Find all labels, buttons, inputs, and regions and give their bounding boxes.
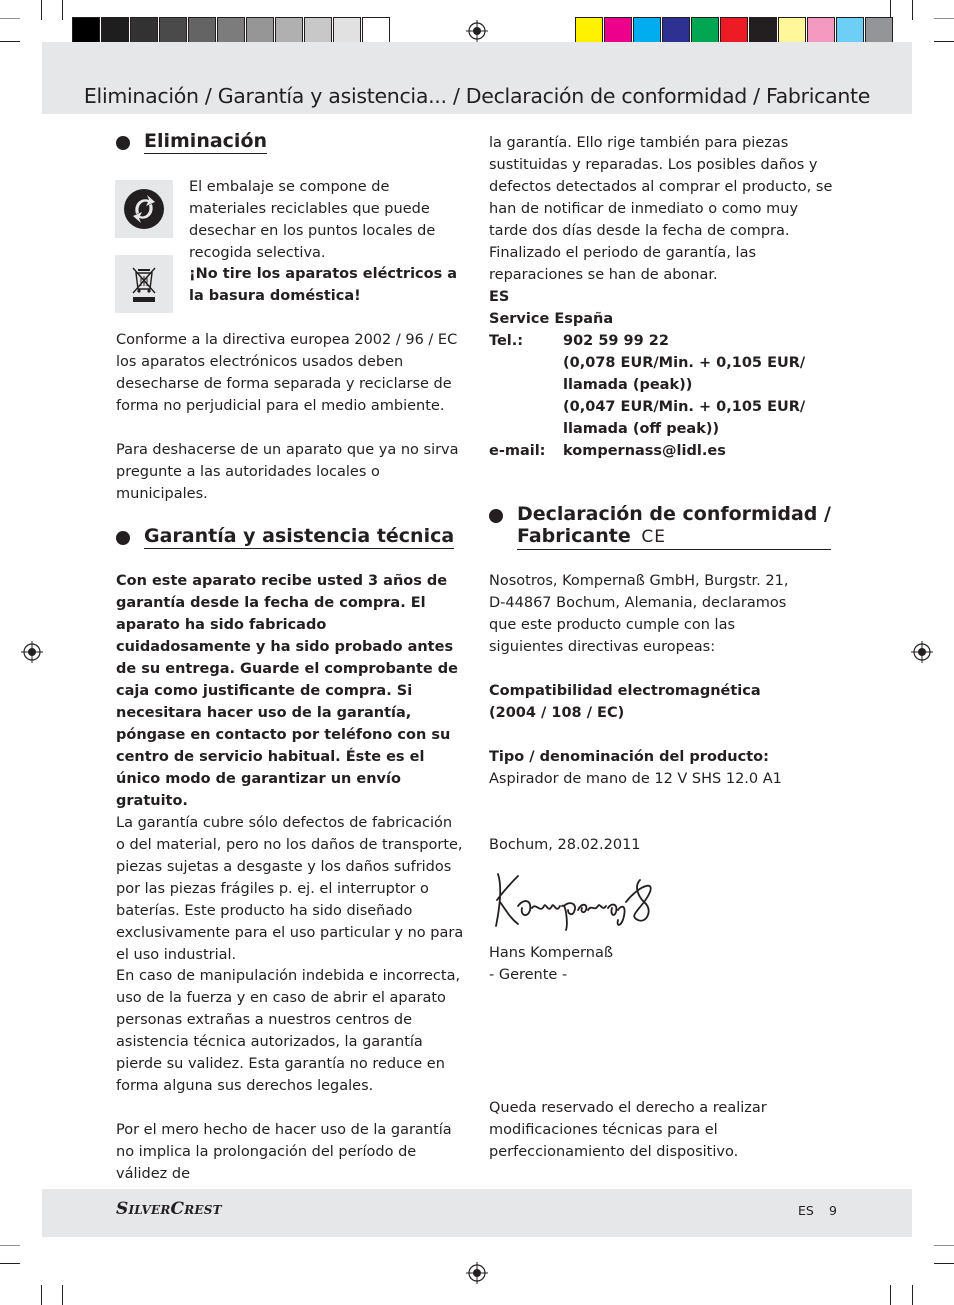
- crop-mark: [0, 1245, 20, 1246]
- color-swatch: [246, 17, 274, 45]
- page-number: 9: [829, 1203, 837, 1218]
- registration-mark-icon: [911, 641, 933, 663]
- bullet-icon: [489, 509, 503, 523]
- product-name: Aspirador de mano de 12 V SHS 12.0 A1: [489, 771, 782, 787]
- color-swatch: [720, 17, 748, 45]
- process-color-swatch-bar: [574, 17, 893, 45]
- green-dot-recycling-icon: [115, 180, 173, 238]
- email-row: [489, 440, 839, 462]
- tel-number: 902 59 99 22: [563, 333, 669, 349]
- tel-rate-offpeak-row: [489, 396, 839, 440]
- bullet-icon: [116, 531, 130, 545]
- section-title: Declaración de conformidad / Fabricante CE: [517, 503, 831, 550]
- authorities-text: Para deshacerse de un aparato que ya no sirva pregunte a las autoridades locales o municipales.: [116, 442, 459, 502]
- color-swatch: [575, 17, 603, 45]
- warranty-extension-text: Por el mero hecho de hacer uso de la garantía no implica la prolongación del período de válidez de: [116, 1122, 452, 1182]
- tel-rate-peak-row: [489, 352, 839, 396]
- color-swatch: [362, 17, 390, 45]
- color-swatch: [691, 17, 719, 45]
- section-heading-declaracion: [489, 503, 831, 550]
- product-label: Tipo / denominación del producto:: [489, 749, 769, 765]
- color-swatch: [604, 17, 632, 45]
- tel-rate-peak: (0,078 EUR/Min. + 0,105 EUR/ llamada (peak)): [563, 355, 806, 393]
- crop-mark: [912, 1285, 913, 1305]
- tel-label: Tel.:: [489, 333, 524, 349]
- brand-logo: SilverCrest: [116, 1199, 222, 1219]
- ce-mark-icon: CE: [641, 527, 666, 547]
- packaging-text: El embalaje se compone de materiales reciclables que puede desechar en los puntos locales de recogida selectiva.: [189, 179, 436, 261]
- color-swatch: [836, 17, 864, 45]
- emc-title: Compatibilidad electromagnética (2004 / 108 / EC): [489, 683, 761, 721]
- service-block: [489, 286, 839, 462]
- place-date: Bochum, 28.02.2011: [489, 837, 641, 853]
- email-label: e-mail:: [489, 443, 546, 459]
- color-swatch: [72, 17, 100, 45]
- tel-rate-offpeak: (0,047 EUR/Min. + 0,105 EUR/ llamada (off peak)): [563, 399, 806, 437]
- email-address[interactable]: kompernass@lidl.es: [563, 443, 726, 459]
- bullet-icon: [116, 136, 130, 150]
- footer-lang: ES: [798, 1203, 814, 1218]
- crop-mark: [912, 0, 913, 20]
- tel-row: [489, 330, 839, 352]
- registration-mark-icon: [21, 641, 43, 663]
- signer-role: - Gerente -: [489, 967, 568, 983]
- color-swatch: [130, 17, 158, 45]
- color-swatch: [662, 17, 690, 45]
- directive-text: Conforme a la directiva europea 2002 / 96 / EC los aparatos electrónicos usados deben desecharse de forma separada y reciclarse de forma no perjudicial para el medio ambiente.: [116, 332, 458, 414]
- page-title: Eliminación / Garantía y asistencia... / Declaración de conformidad / Fabricante: [83, 84, 871, 108]
- section-title: Garantía y asistencia técnica: [144, 525, 455, 547]
- crop-mark: [0, 18, 20, 19]
- color-swatch: [807, 17, 835, 45]
- crop-mark: [41, 0, 42, 20]
- service-country: ES: [489, 289, 510, 305]
- signature: [488, 866, 663, 932]
- color-swatch: [304, 17, 332, 45]
- crop-mark: [0, 1263, 20, 1264]
- service-name: Service España: [489, 311, 614, 327]
- color-swatch: [333, 17, 361, 45]
- section-heading-garantia: [116, 525, 454, 549]
- warranty-bold-text: Con este aparato recibe usted 3 años de garantía desde la fecha de compra. El aparato ha sido fabricado cuidadosamente y ha sido probado antes de su entrega. Guarde el comprobante de caja como justificante de compra. Si necesitara hacer uso de la garantía, póngase en contacto por teléfono con su centro de servicio habitual. Éste es el único modo de garantizar un envío gratuito.: [116, 573, 459, 809]
- signer-name: Hans Kompernaß: [489, 945, 613, 961]
- warranty-covers-text: La garantía cubre sólo defectos de fabricación o del material, pero no los daños de transporte, piezas sujetas a desgaste y los daños sufridos por las piezas frágiles p. ej. el interruptor o baterías. Este producto ha sido diseñado exclusivamente para el uso particular y no para el uso industrial.: [116, 815, 464, 963]
- color-swatch: [188, 17, 216, 45]
- crop-mark: [934, 18, 954, 19]
- grayscale-swatch-bar: [71, 17, 390, 45]
- registration-mark-icon: [466, 1262, 488, 1284]
- color-swatch: [778, 17, 806, 45]
- section-title: Eliminación: [144, 130, 268, 152]
- section-heading-eliminacion: [116, 130, 267, 154]
- crop-mark: [890, 1285, 891, 1305]
- color-swatch: [749, 17, 777, 45]
- color-swatch: [275, 17, 303, 45]
- crop-mark: [934, 1263, 954, 1264]
- reserved-text: Queda reservado el derecho a realizar modificaciones técnicas para el perfeccionamiento del dispositivo.: [489, 1100, 767, 1160]
- registration-mark-icon: [466, 20, 488, 42]
- color-swatch: [101, 17, 129, 45]
- warranty-continued-text: la garantía. Ello rige también para piezas sustituidas y reparadas. Los posibles daños y defectos detectados al comprar el producto, se han de notificar de inmediato o como muy tarde dos días desde la fecha de compra. Finalizado el periodo de garantía, las reparaciones se han de abonar.: [489, 135, 833, 283]
- color-swatch: [217, 17, 245, 45]
- warranty-misuse-text: En caso de manipulación indebida e incorrecta, uso de la fuerza y en caso de abrir el aparato personas extrañas a nuestros centros de asistencia técnica autorizados, la garantía pierde su validez. Esta garantía no reduce en forma alguna sus derechos legales.: [116, 968, 461, 1094]
- declaration-text: Nosotros, Kompernaß GmbH, Burgstr. 21, D-44867 Bochum, Alemania, declaramos que este producto cumple con las siguientes directivas europeas:: [489, 573, 789, 655]
- weee-warning: ¡No tire los aparatos eléctricos a la basura doméstica!: [189, 266, 458, 304]
- crossed-bin-weee-icon: [115, 255, 173, 313]
- color-swatch: [633, 17, 661, 45]
- crop-mark: [62, 1285, 63, 1305]
- color-swatch: [159, 17, 187, 45]
- crop-mark: [41, 1285, 42, 1305]
- color-swatch: [865, 17, 893, 45]
- crop-mark: [62, 0, 63, 20]
- crop-mark: [934, 41, 954, 42]
- crop-mark: [934, 1245, 954, 1246]
- crop-mark: [0, 41, 20, 42]
